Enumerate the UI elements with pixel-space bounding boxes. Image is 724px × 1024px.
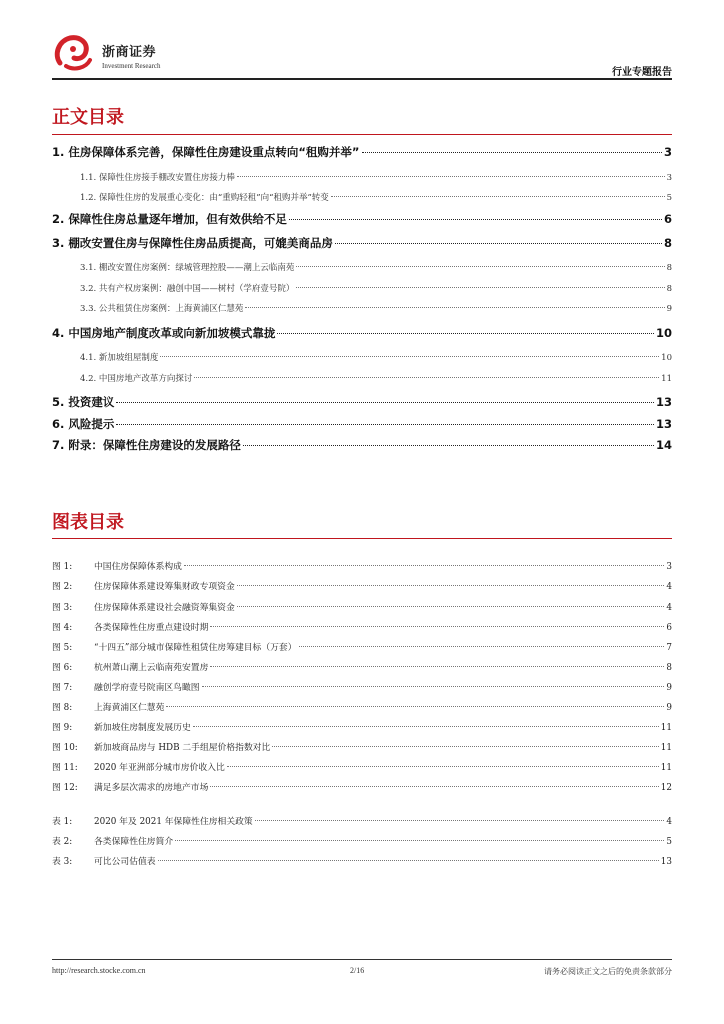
toc-entry-text: 1. 住房保障体系完善，保障性住房建设重点转向“租购并举” <box>52 145 360 159</box>
toc-title: 正文目录 <box>52 107 124 128</box>
figure-label: 图 11: <box>52 763 78 773</box>
leader-dots <box>227 766 659 767</box>
leader-dots <box>160 356 659 357</box>
leader-dots <box>237 176 665 177</box>
leader-dots <box>335 243 662 244</box>
toc-entry-text: 5. 投资建议 <box>52 395 115 409</box>
leader-dots <box>158 860 659 861</box>
table-entry-3[interactable] <box>52 854 672 867</box>
figure-entry-12[interactable] <box>52 780 672 793</box>
toc-entry-page: 8 <box>663 236 672 250</box>
figure-caption: 新加坡住房制度发展历史 <box>94 723 191 733</box>
figure-page: 4 <box>666 603 672 613</box>
toc-entry-page: 11 <box>661 374 672 384</box>
toc-entry-page: 6 <box>663 212 672 226</box>
figure-page: 8 <box>666 663 672 673</box>
figure-entry-7[interactable] <box>52 680 672 693</box>
leader-dots <box>277 333 654 334</box>
figures-title: 图表目录 <box>52 512 124 533</box>
leader-dots <box>272 746 658 747</box>
figure-entry-3[interactable] <box>52 600 672 613</box>
toc-entry-page: 3 <box>663 145 672 159</box>
figure-label: 图 3: <box>52 603 73 613</box>
toc-entry-6[interactable] <box>52 416 672 432</box>
table-page: 5 <box>666 837 672 847</box>
leader-dots <box>237 585 665 586</box>
toc-entry-text: 4. 中国房地产制度改革或向新加坡模式靠拢 <box>52 326 276 340</box>
toc-entry-page: 14 <box>655 438 672 452</box>
figure-entry-9[interactable] <box>52 720 672 733</box>
leader-dots <box>175 840 664 841</box>
zheshang-logo-icon <box>52 33 98 75</box>
figure-caption: 2020 年亚洲部分城市房价收入比 <box>94 763 225 773</box>
figure-page: 9 <box>666 683 672 693</box>
footer-divider <box>52 959 672 960</box>
leader-dots <box>166 706 664 707</box>
leader-dots <box>296 266 664 267</box>
toc-entry-page: 5 <box>666 193 672 203</box>
figure-caption: 杭州萧山潮上云临南苑安置房 <box>94 663 209 673</box>
figure-caption: 融创学府壹号院南区鸟瞰图 <box>94 683 200 693</box>
table-label: 表 1: <box>52 817 73 827</box>
leader-dots <box>210 666 664 667</box>
figure-caption: 满足多层次需求的房地产市场 <box>94 783 209 793</box>
figure-page: 7 <box>666 643 672 653</box>
leader-dots <box>193 726 659 727</box>
leader-dots <box>243 445 654 446</box>
toc-entry-text: 2. 保障性住房总量逐年增加，但有效供给不足 <box>52 212 287 226</box>
leader-dots <box>194 377 659 378</box>
toc-entry-1[interactable] <box>52 144 672 160</box>
figure-label: 图 4: <box>52 623 73 633</box>
toc-entry-5[interactable] <box>52 394 672 410</box>
table-caption: 可比公司估值表 <box>94 857 156 867</box>
toc-entry-4-1[interactable] <box>80 351 672 363</box>
leader-dots <box>289 219 662 220</box>
table-entry-2[interactable] <box>52 834 672 847</box>
figure-page: 3 <box>666 562 672 572</box>
figure-label: 图 10: <box>52 743 78 753</box>
figure-entry-8[interactable] <box>52 700 672 713</box>
leader-dots <box>296 287 664 288</box>
figure-caption: 各类保障性住房重点建设时期 <box>94 623 209 633</box>
toc-entry-7[interactable] <box>52 437 672 453</box>
leader-dots <box>116 402 654 403</box>
toc-entry-page: 10 <box>661 353 672 363</box>
figure-entry-10[interactable] <box>52 740 672 753</box>
toc-title-divider <box>52 134 672 135</box>
leader-dots <box>210 786 658 787</box>
figure-label: 图 8: <box>52 703 73 713</box>
toc-entry-text: 3. 棚改安置住房与保障性住房品质提高，可媲美商品房 <box>52 236 333 250</box>
figure-caption: “十四五”部分城市保障性租赁住房筹建目标（万套） <box>94 643 297 653</box>
figures-title-divider <box>52 538 672 539</box>
figure-caption: 上海黄浦区仁慧苑 <box>94 703 165 713</box>
figure-label: 图 7: <box>52 683 73 693</box>
figure-entry-6[interactable] <box>52 660 672 673</box>
figure-label: 图 1: <box>52 562 73 572</box>
leader-dots <box>255 820 665 821</box>
leader-dots <box>245 307 664 308</box>
toc-entry-text: 6. 风险提示 <box>52 417 115 431</box>
toc-entry-text: 4.1. 新加坡组屋制度 <box>80 353 159 363</box>
figure-page: 11 <box>660 723 672 733</box>
figure-page: 12 <box>660 783 672 793</box>
figure-page: 6 <box>666 623 672 633</box>
table-entry-1[interactable] <box>52 814 672 827</box>
brand <box>102 41 161 70</box>
figure-caption: 新加坡商品房与 HDB 二手组屋价格指数对比 <box>94 743 271 753</box>
toc-entry-text: 3.1. 棚改安置住房案例：绿城管理控股——潮上云临南苑 <box>80 263 295 273</box>
brand-name: 浙商证券 <box>102 45 157 60</box>
toc-entry-page: 3 <box>666 173 672 183</box>
toc-entry-text: 1.1. 保障性住房接手棚改安置住房接力棒 <box>80 173 235 183</box>
leader-dots <box>299 646 665 647</box>
page-number: 2/16 <box>350 966 365 975</box>
toc-entry-2[interactable] <box>52 211 672 227</box>
leader-dots <box>184 565 664 566</box>
toc-entry-page: 8 <box>666 263 672 273</box>
figure-entry-1[interactable] <box>52 559 672 572</box>
figure-label: 图 6: <box>52 663 73 673</box>
figure-label: 图 2: <box>52 582 73 592</box>
page-header <box>52 33 672 77</box>
toc-entry-page: 8 <box>666 284 672 294</box>
table-label: 表 3: <box>52 857 73 867</box>
toc-entry-3-2[interactable] <box>80 282 672 294</box>
toc-entry-1-2[interactable] <box>80 191 672 203</box>
figure-caption: 住房保障体系建设筹集财政专项资金 <box>94 582 235 592</box>
toc-entry-1-1[interactable] <box>80 171 672 183</box>
figure-page: 4 <box>666 582 672 592</box>
leader-dots <box>331 196 665 197</box>
brand-subtitle: Investment Research <box>102 62 161 70</box>
toc-entry-text: 3.2. 共有产权房案例：融创中国——树村（学府壹号院） <box>80 284 295 294</box>
table-label: 表 2: <box>52 837 73 847</box>
figure-entry-11[interactable] <box>52 760 672 773</box>
toc-entry-3[interactable] <box>52 235 672 251</box>
figure-entry-2[interactable] <box>52 579 672 592</box>
figure-label: 图 12: <box>52 783 78 793</box>
toc-entry-page: 13 <box>655 395 672 409</box>
leader-dots <box>210 626 664 627</box>
figure-label: 图 9: <box>52 723 73 733</box>
toc-entry-page: 10 <box>655 326 672 340</box>
figure-label: 图 5: <box>52 643 73 653</box>
toc-entry-text: 3.3. 公共租赁住房案例：上海黄浦区仁慧苑 <box>80 304 244 314</box>
figure-page: 11 <box>660 763 672 773</box>
leader-dots <box>116 424 654 425</box>
table-caption: 2020 年及 2021 年保障性住房相关政策 <box>94 817 253 827</box>
footer-url-link[interactable]: http://research.stocke.com.cn <box>52 966 146 975</box>
toc-entry-text: 1.2. 保障性住房的发展重心变化：由“重购轻租”向“租购并举”转变 <box>80 193 329 203</box>
leader-dots <box>362 152 662 153</box>
footer-disclaimer: 请务必阅读正文之后的免责条款部分 <box>544 967 672 976</box>
report-type: 行业专题报告 <box>612 67 672 78</box>
toc-entry-4[interactable] <box>52 325 672 341</box>
header-divider <box>52 78 672 80</box>
toc-entry-text: 7. 附录：保障性住房建设的发展路径 <box>52 438 241 452</box>
figure-page: 9 <box>666 703 672 713</box>
toc-entry-4-2[interactable] <box>80 372 672 384</box>
table-page: 4 <box>666 817 672 827</box>
toc-entry-text: 4.2. 中国房地产改革方向探讨 <box>80 374 193 384</box>
table-page: 13 <box>660 857 672 867</box>
figure-entry-5[interactable] <box>52 640 672 653</box>
leader-dots <box>237 606 665 607</box>
toc-entry-3-1[interactable] <box>80 261 672 273</box>
figure-caption: 中国住房保障体系构成 <box>94 562 182 572</box>
toc-entry-3-3[interactable] <box>80 302 672 314</box>
leader-dots <box>202 686 665 687</box>
figure-caption: 住房保障体系建设社会融资筹集资金 <box>94 603 235 613</box>
toc-entry-page: 9 <box>666 304 672 314</box>
table-caption: 各类保障性住房简介 <box>94 837 174 847</box>
figure-entry-4[interactable] <box>52 620 672 633</box>
toc-entry-page: 13 <box>655 417 672 431</box>
figure-page: 11 <box>660 743 672 753</box>
